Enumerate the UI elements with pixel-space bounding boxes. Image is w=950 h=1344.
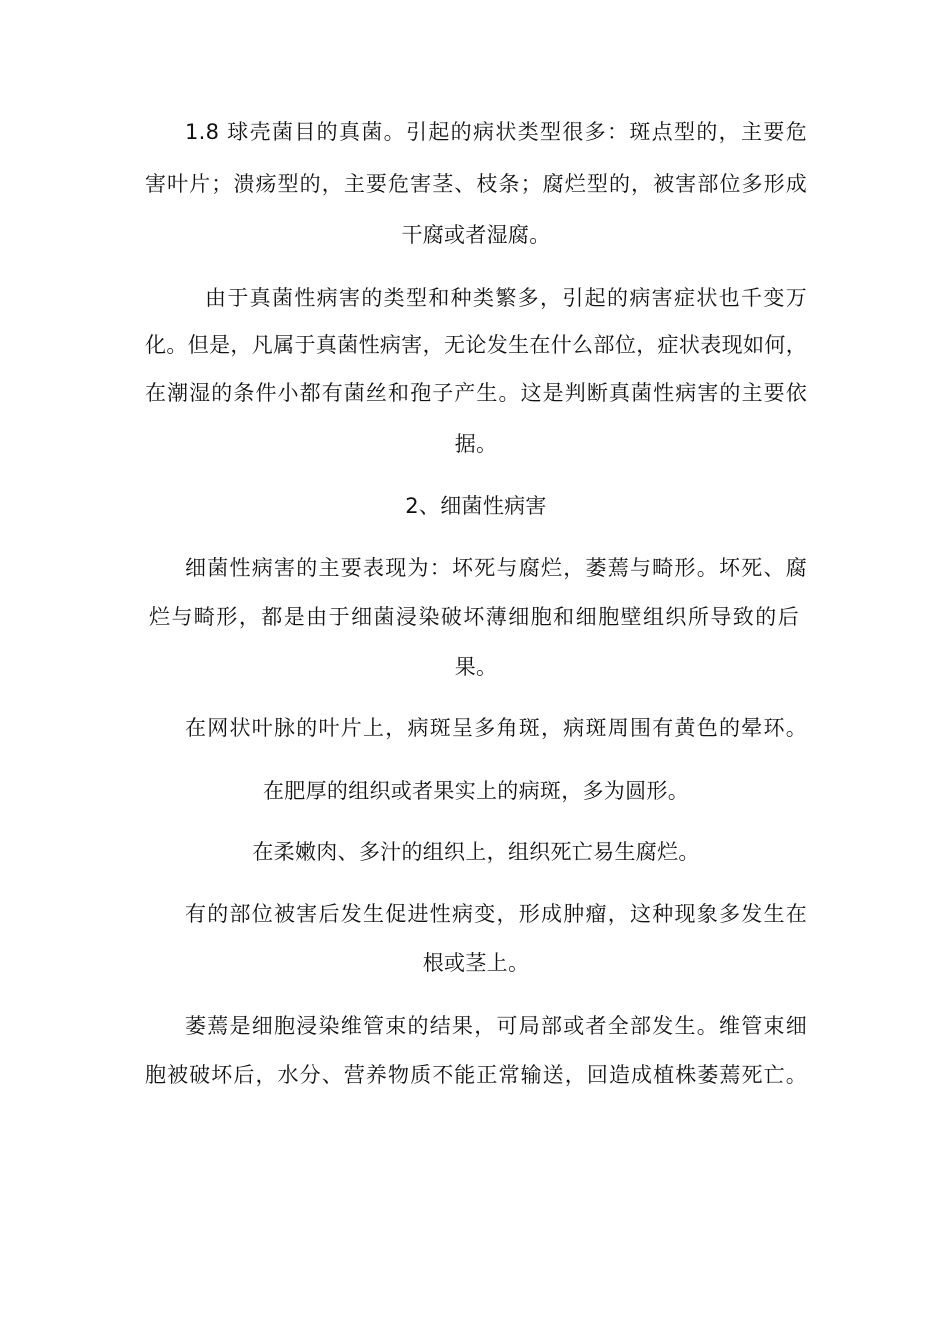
text-line: 根或茎上。	[422, 951, 530, 975]
section-heading: 2、细菌性病害	[405, 494, 547, 518]
text-line: 有的部位被害后发生促进性病变，形成肿瘤，这种现象多发生在	[185, 902, 807, 926]
text-line: 干腐或者湿腐。	[401, 223, 551, 247]
text-line: 在潮湿的条件小都有菌丝和孢子产生。这是判断真菌性病害的主要依	[145, 381, 807, 405]
text-line: 由于真菌性病害的类型和种类繁多，引起的病害症状也千变万	[205, 286, 807, 310]
text-line: 烂与畸形，都是由于细菌浸染破坏薄细胞和细胞壁组织所导致的后	[149, 605, 799, 629]
text-line: 在柔嫩肉、多汁的组织上，组织死亡易生腐烂。	[252, 840, 700, 864]
text-line: 细菌性病害的主要表现为：坏死与腐烂，萎蔫与畸形。坏死、腐	[185, 556, 807, 580]
text-line: 害叶片；溃疡型的，主要危害茎、枝条；腐烂型的，被害部位多形成	[145, 172, 807, 196]
text-line: 在网状叶脉的叶片上，病斑呈多角斑，病斑周围有黄色的晕环。	[185, 716, 807, 740]
text-line: 据。	[454, 432, 498, 456]
text-line: 萎蔫是细胞浸染维管束的结果，可局部或者全部发生。维管束细	[185, 1014, 807, 1038]
text-line: 1.8 球壳菌目的真菌。引起的病状类型很多：斑点型的，主要危	[185, 120, 807, 144]
text-line: 在肥厚的组织或者果实上的病斑，多为圆形。	[263, 779, 689, 803]
text-line: 化。但是，凡属于真菌性病害，无论发生在什么部位，症状表现如何，	[145, 333, 807, 357]
text-line: 果。	[454, 655, 498, 679]
text-line: 胞被破坏后，水分、营养物质不能正常输送，回造成植株萎蔫死亡。	[145, 1063, 807, 1087]
